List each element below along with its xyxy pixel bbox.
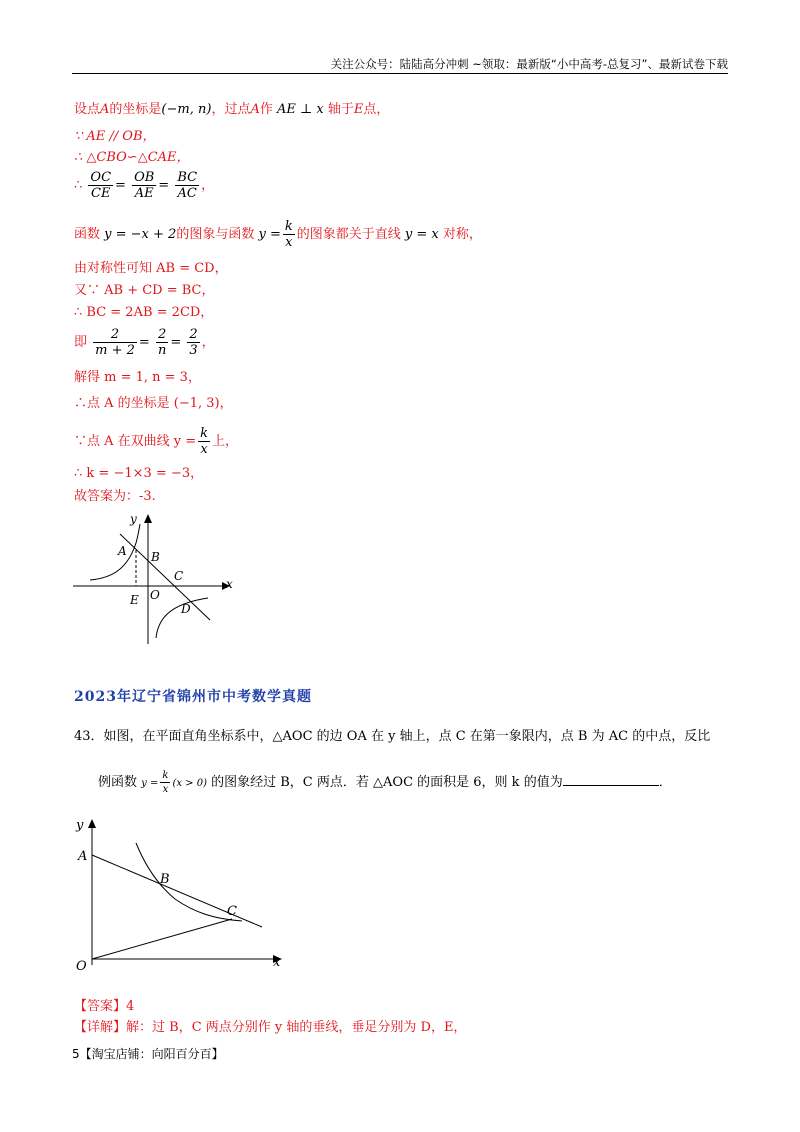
solution-line-3: ∴ △CBO∽△CAE， [74,150,190,165]
section-title: 2023年辽宁省锦州市中考数学真题 [74,689,312,705]
question-line-1: 43．如图，在平面直角坐标系中，△AOC 的边 OA 在 y 轴上，点 C 在第一象限内，点 B 为 AC 的中点，反比 [74,729,711,744]
fig2-label-C: C [227,904,237,919]
fig1-label-B: B [151,550,160,564]
header-rule [72,73,728,74]
solution-line-9: 即 $\frac{2}{m + 2}$ = $\frac{2}{n}$ = $\frac{2}{3}$ ， [74,327,215,358]
solution-line-14: 故答案为：-3. [74,489,156,504]
fig1-label-y: y [130,512,137,526]
answer-line: 【答案】4 [74,999,135,1014]
question-line-2: 例函数 y = $\frac{k}{x}$ (x > 0) 的图象经过 B，C 两点．若 △AOC 的面积是 6，则 k 的值为 ． [98,770,672,795]
fig1-label-x: x [226,577,233,591]
answer-blank [563,775,659,786]
solution-line-2: ∵ AE // OB， [74,129,156,144]
page-number: 5 [72,1047,80,1061]
fig1-label-O: O [150,588,160,602]
solution-line-5: 函数 y = −x + 2的图象与函数 y = $\frac{k}{x}$ 的图象都关于直线 y = x 对称， [74,219,482,250]
figure-2-triangle-diagram [70,815,295,975]
solution-line-10: 解得 m = 1, n = 3， [74,370,201,385]
fig1-label-D: D [181,602,191,616]
figure-1-hyperbola-diagram [68,508,238,648]
fig1-label-E: E [130,593,139,607]
fig2-label-x: x [273,955,281,970]
fig1-label-A: A [118,544,127,558]
page-footer: 5【淘宝店铺：向阳百分百】 [72,1047,224,1061]
solution-line-6: 由对称性可知 AB = CD， [74,261,228,276]
solution-line-13: ∴ k = −1×3 = −3， [74,466,204,481]
solution-line-11: ∴点 A 的坐标是 (−1, 3)， [74,396,233,411]
fig1-label-C: C [174,569,184,583]
page-header: 关注公众号：陆陆高分冲刺 ~领取：最新版“小中高考-总复习”、最新试卷下载 [330,57,728,71]
fig2-label-y: y [76,818,84,833]
solution-line-4: ∴ $\frac{OC}{CE}$ = $\frac{OB}{AE}$ = $\frac{BC}{AC}$ ， [74,170,215,201]
solution-line-12: ∵点 A 在双曲线 y = $\frac{k}{x}$ 上， [74,426,239,457]
solution-line-8: ∴ BC = 2AB = 2CD， [74,305,214,320]
solution-line-7: 又∵ AB + CD = BC， [74,283,215,298]
solution-line-1: 设点A的坐标是(−m, n)，过点A作 AE ⊥ x 轴于E点， [74,102,390,117]
fig2-label-A: A [78,849,88,864]
detail-line: 【详解】解：过 B，C 两点分别作 y 轴的垂线，垂足分别为 D，E， [74,1020,467,1035]
fig2-label-O: O [76,959,87,974]
fig2-label-B: B [160,872,170,887]
